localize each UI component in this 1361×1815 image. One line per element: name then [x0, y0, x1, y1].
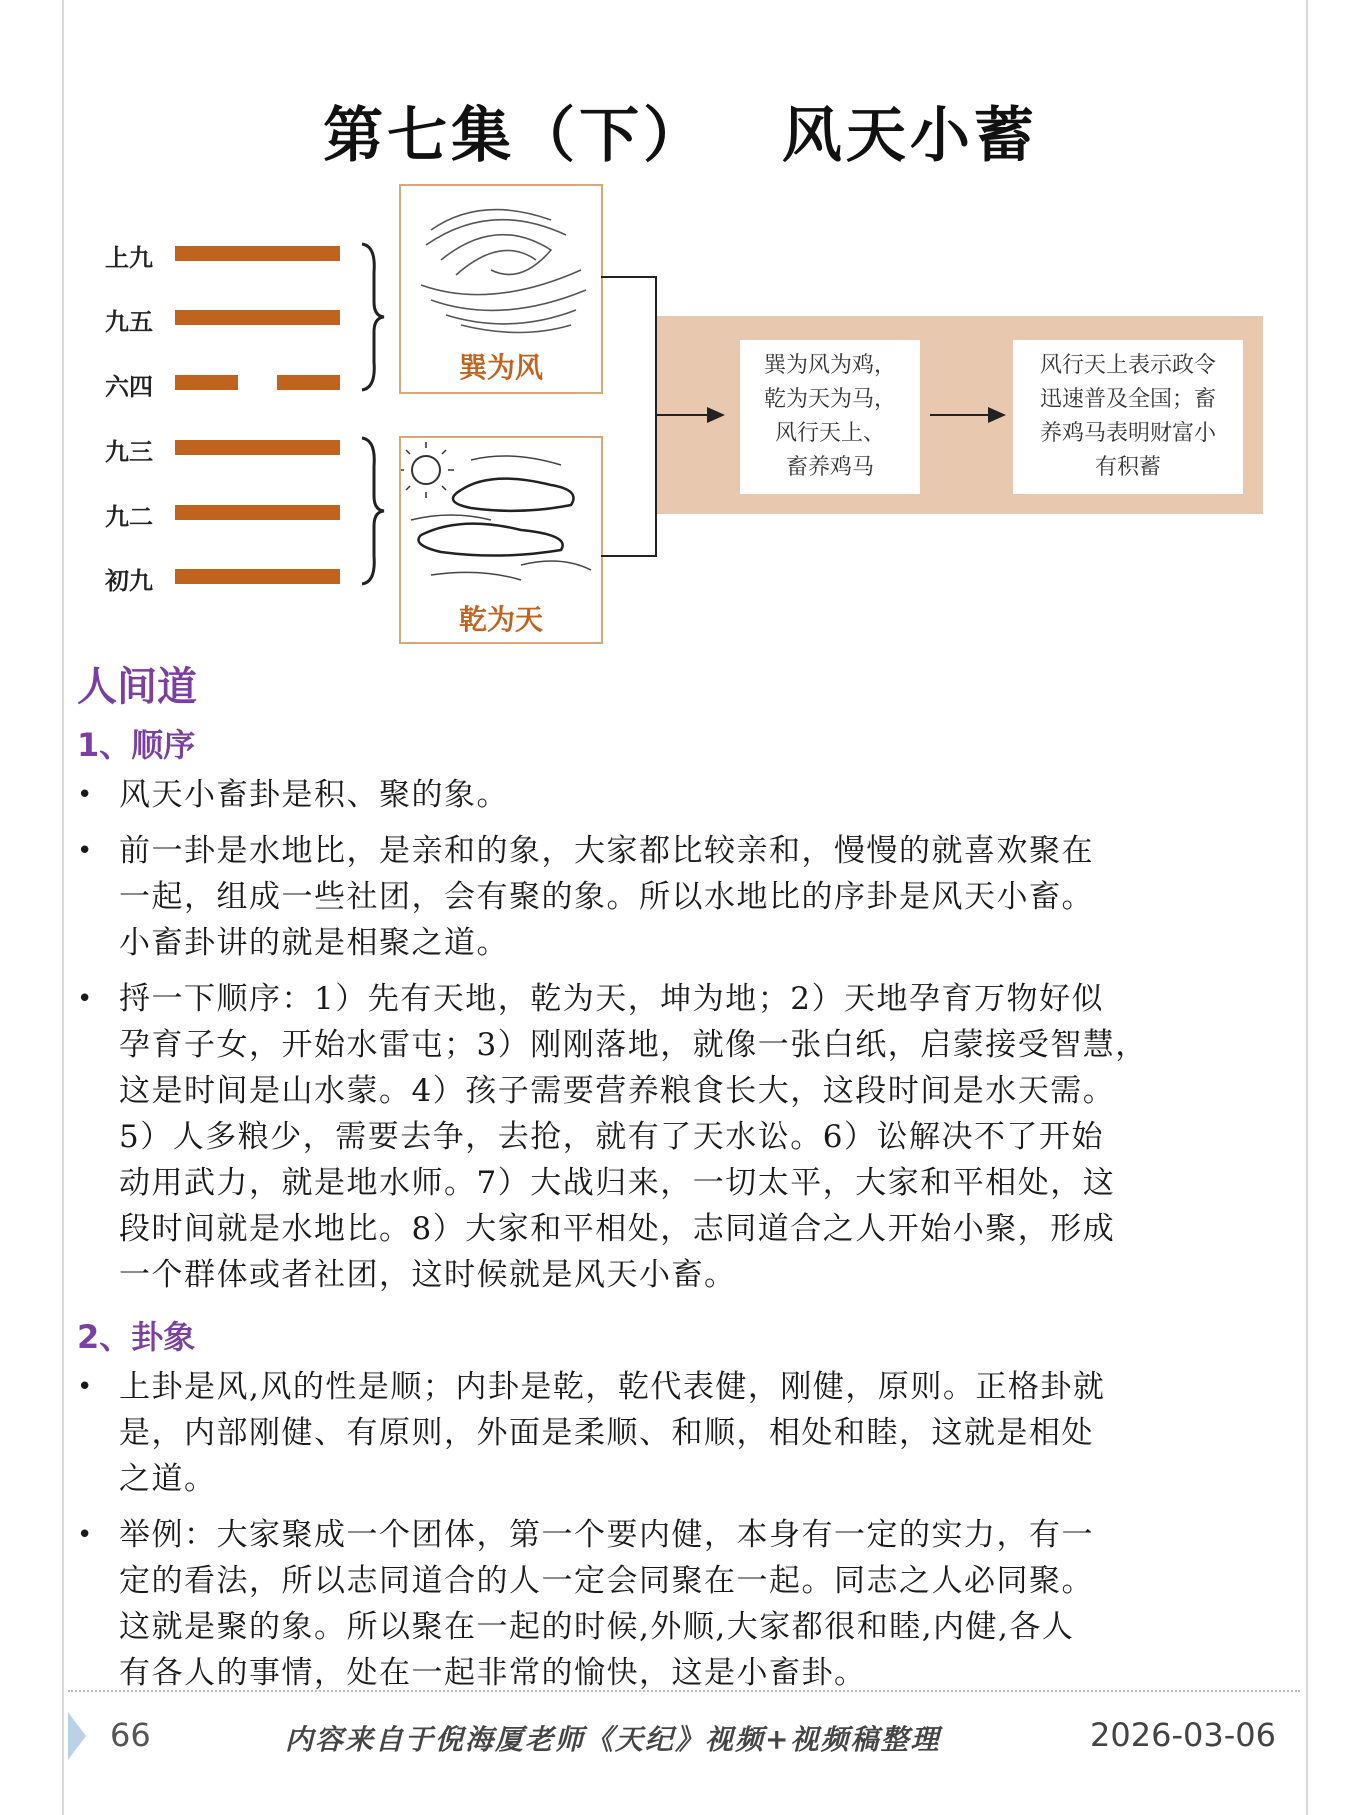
flow-card-1 [740, 340, 920, 494]
footer-source: 内容来自于倪海厦老师《天纪》视频+视频稿整理 [285, 1723, 941, 1756]
footer-date: 2026-03-06 [1090, 1716, 1276, 1754]
arrow-right-icon [988, 407, 1006, 423]
bullet-icon: • [77, 836, 94, 866]
page-title: 第七集（下） 风天小蓄 [323, 101, 1038, 171]
wind-icon [401, 190, 601, 340]
connector-bottom [601, 555, 657, 557]
yang-line [175, 310, 340, 325]
bullet-icon: • [77, 984, 94, 1014]
yang-line [175, 569, 340, 584]
connector-top [601, 276, 657, 278]
list-item-text: 前一卦是水地比，是亲和的象，大家都比较亲和，慢慢的就喜欢聚在 一起，组成一些社团，会有聚的象。所以水地比的序卦是风天小畜。 小畜卦讲的就是相聚之道。 [119, 833, 1094, 961]
line-label: 九三 [105, 438, 153, 466]
lower-trigram-label: 乾为天 [458, 603, 543, 636]
flow-card-2 [1013, 340, 1243, 494]
bullet-icon: • [77, 1372, 94, 1402]
upper-brace [358, 242, 388, 392]
bullet-icon: • [77, 780, 94, 810]
yang-line [175, 246, 340, 261]
list-item-text: 风天小畜卦是积、聚的象。 [119, 777, 509, 813]
hexagram-diagram [0, 0, 1361, 660]
arrow-line-2 [930, 414, 990, 416]
list-item-text: 捋一下顺序：1）先有天地，乾为天，坤为地；2）天地孕育万物好似 孕育子女，开始水雷屯；3）刚刚落地，就像一张白纸，启蒙接受智慧， 这是时间是山水蒙。4）孩子需要营养粮食长大，这段时间是水天需。 5）人多粮少，需要去争，去抢，就有了天水讼。6）讼解决不了开始 动用武力，就是地水师。7）大战归来，一切太平，大家和平相处，这 段时间就是水地比。8）大家和平相处，志同道合之人开始小聚，形成 一个群体或者社团，这时候就是风天小畜。 [119, 981, 1148, 1293]
subsection-heading: 2、卦象 [77, 1318, 196, 1356]
subsection-heading: 1、顺序 [77, 726, 196, 764]
section-heading: 人间道 [77, 664, 197, 710]
line-label: 九五 [105, 308, 153, 336]
yang-line [175, 505, 340, 520]
line-label: 初九 [105, 567, 153, 595]
lower-brace [358, 436, 388, 586]
yin-line-left [175, 375, 238, 390]
footer-triangle-icon [68, 1712, 86, 1760]
line-label: 九二 [105, 503, 153, 531]
yang-line [175, 440, 340, 455]
line-label: 上九 [105, 244, 153, 272]
list-item-text: 上卦是风,风的性是顺；内卦是乾，乾代表健，刚健，原则。正格卦就 是，内部刚健、有原则，外面是柔顺、和顺，相处和睦，这就是相处 之道。 [119, 1369, 1106, 1497]
sun-cloud-icon [401, 440, 601, 590]
arrow-right-icon [707, 407, 725, 423]
footer-divider [68, 1690, 1300, 1692]
bullet-icon: • [77, 1520, 94, 1550]
arrow-line-1 [657, 414, 707, 416]
wind-trigram-box [399, 184, 603, 394]
list-item-text: 举例：大家聚成一个团体，第一个要内健，本身有一定的实力，有一 定的看法，所以志同道合的人一定会同聚在一起。同志之人必同聚。 这就是聚的象。所以聚在一起的时候,外顺,大家都很和睦,内健,各人 有各人的事情，处在一起非常的愉快，这是小畜卦。 [119, 1517, 1094, 1691]
page-number: 66 [110, 1716, 151, 1754]
yin-line-right [277, 375, 340, 390]
flow-card-1-text: 巽为风为鸡， 乾为天为马， 风行天上、 畜养鸡马 [763, 353, 896, 480]
line-label: 六四 [105, 373, 153, 401]
upper-trigram-label: 巽为风 [458, 351, 543, 384]
flow-card-2-text: 风行天上表示政令 迅速普及全国；畜 养鸡马表明财富小 有积蓄 [1039, 353, 1216, 480]
heaven-trigram-box [399, 436, 603, 644]
